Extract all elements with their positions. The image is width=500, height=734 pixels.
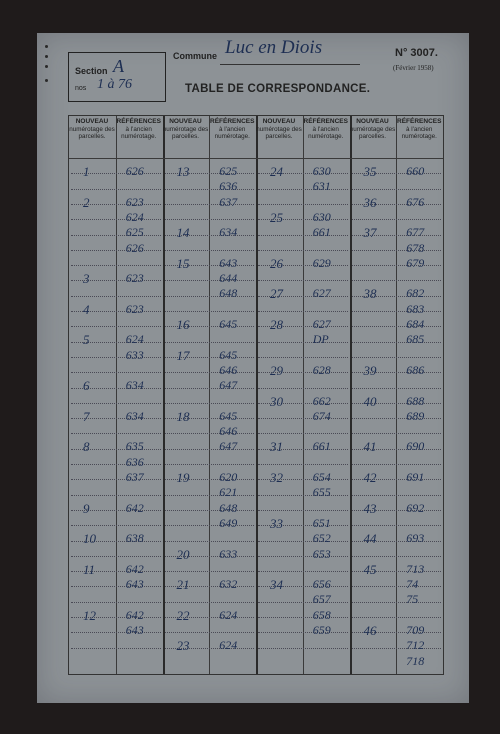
ruling-line — [71, 464, 161, 465]
ruling-line — [258, 632, 348, 633]
new-number: 18 — [176, 408, 190, 424]
ruling-line — [71, 265, 161, 266]
new-number: 9 — [83, 500, 90, 516]
section-label: Section — [75, 66, 108, 76]
ruling-line — [352, 189, 442, 190]
ruling-line — [165, 219, 255, 220]
header-references-title: RÉFÉRENCES — [116, 118, 161, 125]
commune-underline — [220, 64, 360, 65]
ruling-line — [258, 388, 348, 389]
ruling-line — [165, 602, 255, 603]
old-reference: 620 — [219, 470, 238, 484]
old-reference: 654 — [312, 470, 331, 484]
new-number: 45 — [363, 561, 377, 577]
section-box — [68, 52, 166, 102]
ruling-line — [352, 464, 442, 465]
old-reference: 689 — [406, 408, 425, 423]
header-references-sub: à l'ancien numérotage. — [401, 125, 437, 140]
old-reference: 623 — [125, 194, 144, 209]
ruling-line — [352, 250, 442, 251]
header-references — [396, 118, 442, 141]
ruling-line — [258, 571, 348, 572]
old-reference: 679 — [406, 255, 425, 270]
old-reference: 632 — [219, 577, 238, 592]
header-references-sub: à l'ancien numérotage. — [308, 125, 344, 140]
new-number: 12 — [83, 607, 96, 623]
old-reference: 636 — [125, 454, 144, 469]
old-reference: 634 — [219, 225, 238, 240]
ruling-line — [258, 235, 348, 236]
old-reference: 645 — [219, 347, 238, 362]
ruling-line — [71, 525, 161, 526]
old-reference: 682 — [406, 286, 425, 301]
new-number: 24 — [270, 164, 283, 179]
ruling-line — [258, 602, 348, 603]
column-divider — [163, 116, 165, 674]
new-number: 39 — [363, 362, 377, 378]
ruling-line — [258, 311, 348, 312]
old-reference: 630 — [312, 164, 331, 178]
header-nouveau-sub: numérotage des parcelles. — [349, 125, 396, 140]
new-number: 40 — [363, 393, 377, 409]
header-nouveau-title: NOUVEAU — [356, 118, 389, 125]
new-number: 26 — [270, 255, 283, 271]
commune-value: Luc en Diois — [225, 37, 323, 58]
old-reference: 648 — [219, 286, 238, 301]
ruling-line — [71, 602, 161, 603]
ruling-line — [165, 632, 255, 633]
header-references-sub: à l'ancien numérotage. — [214, 125, 250, 140]
old-reference: 642 — [125, 500, 144, 515]
ruling-line — [352, 342, 442, 343]
new-number: 44 — [363, 531, 377, 547]
old-reference: 692 — [406, 500, 425, 515]
ruling-line — [258, 648, 348, 649]
new-number: 41 — [363, 439, 377, 455]
ruling-line — [258, 357, 348, 358]
ruling-line — [352, 418, 442, 419]
document-number: N° 3007. — [395, 47, 438, 59]
old-reference: 652 — [312, 531, 331, 546]
old-reference: 657 — [312, 592, 331, 607]
ruling-line — [71, 235, 161, 236]
old-reference: 626 — [125, 164, 144, 178]
new-number: 8 — [83, 439, 90, 455]
ruling-line — [165, 204, 255, 205]
ruling-line — [352, 648, 442, 649]
old-reference: 634 — [125, 408, 144, 423]
header-nouveau — [69, 118, 115, 141]
old-reference: 713 — [406, 561, 425, 576]
ruling-line — [71, 586, 161, 587]
old-reference: 627 — [312, 286, 331, 301]
old-reference: 625 — [219, 164, 238, 178]
subcolumn-divider — [209, 116, 210, 674]
new-number: 37 — [363, 225, 377, 241]
old-reference: 647 — [219, 378, 238, 393]
ruling-line — [165, 311, 255, 312]
header-references-title: RÉFÉRENCES — [303, 118, 348, 125]
header-nouveau-sub: numérotage des parcelles. — [162, 125, 209, 140]
ruling-line — [352, 388, 442, 389]
ruling-line — [165, 403, 255, 404]
ruling-line — [352, 495, 442, 496]
new-number: 10 — [83, 531, 96, 547]
old-reference: 646 — [219, 424, 238, 439]
ruling-line — [71, 495, 161, 496]
section-value: A — [113, 56, 124, 76]
old-reference: 677 — [406, 225, 425, 240]
new-number: 11 — [83, 561, 96, 577]
ruling-line — [352, 586, 442, 587]
old-reference: 712 — [406, 638, 425, 653]
ruling-line — [71, 357, 161, 358]
ruling-line — [258, 342, 348, 343]
header-nouveau-title: NOUVEAU — [75, 118, 109, 125]
new-number: 27 — [270, 286, 283, 302]
old-reference: 655 — [312, 485, 331, 500]
ruling-line — [258, 617, 348, 618]
ruling-line — [258, 510, 348, 511]
punch-hole — [45, 45, 48, 48]
new-number: 23 — [176, 638, 190, 654]
old-reference: 648 — [219, 500, 238, 515]
ruling-line — [352, 280, 442, 281]
header-references-sub: à l'ancien numérotage. — [121, 125, 157, 140]
ruling-line — [352, 357, 442, 358]
ruling-line — [165, 388, 255, 389]
ruling-line — [165, 296, 255, 297]
new-number: 29 — [270, 362, 283, 378]
new-number: 3 — [83, 271, 90, 287]
new-number: 6 — [83, 378, 90, 394]
old-reference: 678 — [406, 240, 425, 255]
new-number: 19 — [176, 470, 190, 485]
header-nouveau-title: NOUVEAU — [262, 118, 296, 125]
ruling-line — [165, 525, 255, 526]
old-reference: 626 — [125, 240, 144, 255]
subcolumn-divider — [116, 116, 117, 674]
old-reference: 624 — [125, 209, 144, 224]
old-reference: 658 — [312, 607, 331, 622]
ruling-line — [165, 510, 255, 511]
ruling-line — [71, 403, 161, 404]
ruling-line — [352, 556, 442, 557]
column-divider — [256, 116, 258, 674]
old-reference: 631 — [312, 179, 331, 194]
old-reference: 638 — [125, 531, 144, 546]
old-reference: 645 — [219, 317, 238, 331]
old-reference: 660 — [406, 164, 425, 178]
document-sheet — [37, 33, 469, 703]
header-nouveau-sub: numérotage des parcelles. — [69, 125, 115, 140]
ruling-line — [352, 525, 442, 526]
ruling-line — [352, 219, 442, 220]
old-reference: 621 — [219, 485, 238, 500]
punch-hole — [45, 65, 48, 68]
ruling-line — [71, 632, 161, 633]
old-reference: 636 — [219, 179, 238, 194]
old-reference: 75 — [406, 592, 419, 607]
old-reference: 624 — [219, 607, 238, 622]
old-reference: 693 — [406, 531, 425, 546]
ruling-line — [71, 326, 161, 327]
new-number: 30 — [270, 393, 283, 409]
old-reference: 637 — [219, 194, 238, 209]
nos-value: 1 à 76 — [97, 77, 132, 92]
old-reference: 623 — [125, 271, 144, 286]
column-divider — [350, 116, 352, 674]
old-reference: 644 — [219, 271, 238, 286]
new-number: 34 — [270, 577, 283, 593]
page-title: TABLE DE CORRESPONDANCE. — [185, 83, 371, 95]
ruling-line — [352, 602, 442, 603]
old-reference: 683 — [406, 301, 425, 316]
header-references — [303, 118, 349, 141]
subcolumn-divider — [396, 116, 397, 674]
header-nouveau — [163, 118, 209, 141]
old-reference: 628 — [312, 362, 331, 377]
old-reference: 709 — [406, 623, 425, 637]
old-reference: 633 — [125, 347, 144, 362]
ruling-line — [165, 449, 255, 450]
ruling-line — [258, 495, 348, 496]
ruling-line — [258, 556, 348, 557]
old-reference: 635 — [125, 439, 144, 454]
ruling-line — [258, 418, 348, 419]
old-reference: 656 — [312, 577, 331, 592]
punch-hole — [45, 79, 48, 82]
old-reference: 685 — [406, 332, 425, 347]
ruling-line — [258, 464, 348, 465]
old-reference: 688 — [406, 393, 425, 408]
old-reference: 646 — [219, 362, 238, 377]
old-reference: 643 — [125, 577, 144, 592]
header-divider — [69, 158, 443, 159]
ruling-line — [71, 296, 161, 297]
old-reference: 691 — [406, 470, 425, 484]
old-reference: 718 — [406, 653, 425, 668]
punch-hole — [45, 55, 48, 58]
correspondence-table — [68, 115, 444, 675]
ruling-line — [71, 372, 161, 373]
header-nouveau — [256, 118, 302, 141]
old-reference: 651 — [312, 515, 331, 530]
new-number: 31 — [270, 439, 283, 455]
old-reference: 627 — [312, 317, 331, 331]
old-reference: 643 — [125, 623, 144, 637]
ruling-line — [258, 280, 348, 281]
old-reference: 623 — [125, 301, 144, 316]
header-references-title: RÉFÉRENCES — [210, 118, 255, 125]
old-reference: 624 — [219, 638, 238, 653]
new-number: 36 — [363, 194, 377, 210]
ruling-line — [165, 342, 255, 343]
new-number: 35 — [363, 164, 377, 179]
ruling-line — [71, 189, 161, 190]
new-number: 7 — [83, 408, 90, 424]
new-number: 21 — [176, 577, 190, 593]
new-number: 13 — [176, 164, 190, 179]
old-reference: 645 — [219, 408, 238, 423]
ruling-line — [165, 433, 255, 434]
new-number: 42 — [363, 470, 377, 485]
header-nouveau — [350, 118, 396, 141]
commune-label: Commune — [173, 51, 218, 61]
old-reference: 659 — [312, 623, 331, 637]
ruling-line — [71, 219, 161, 220]
old-reference: 686 — [406, 362, 425, 377]
old-reference: 643 — [219, 255, 238, 270]
ruling-line — [71, 250, 161, 251]
new-number: 46 — [363, 623, 377, 638]
nos-label: nos — [75, 85, 87, 92]
old-reference: 629 — [312, 255, 331, 270]
ruling-line — [165, 280, 255, 281]
old-reference: 661 — [312, 225, 331, 240]
ruling-line — [165, 372, 255, 373]
new-number: 33 — [270, 515, 283, 531]
header-nouveau-sub: numérotage des parcelles. — [256, 125, 302, 140]
ruling-line — [165, 495, 255, 496]
old-reference: 690 — [406, 439, 425, 454]
old-reference: 647 — [219, 439, 238, 454]
ruling-line — [165, 571, 255, 572]
new-number: 17 — [176, 347, 190, 363]
header-references — [116, 118, 162, 141]
new-number: 25 — [270, 209, 283, 225]
document-date: (Février 1958) — [393, 64, 434, 72]
new-number: 28 — [270, 317, 283, 332]
new-number: 32 — [270, 470, 283, 485]
subcolumn-divider — [303, 116, 304, 674]
ruling-line — [352, 433, 442, 434]
new-number: 1 — [83, 164, 90, 179]
ruling-line — [352, 617, 442, 618]
old-reference: 625 — [125, 225, 144, 240]
old-reference: 630 — [312, 209, 331, 224]
new-number: 20 — [176, 546, 190, 562]
header-references — [209, 118, 255, 141]
ruling-line — [165, 464, 255, 465]
new-number: 15 — [176, 255, 190, 271]
ruling-line — [258, 250, 348, 251]
ruling-line — [165, 189, 255, 190]
old-reference: 642 — [125, 607, 144, 622]
ruling-line — [165, 541, 255, 542]
ruling-line — [71, 433, 161, 434]
ruling-line — [352, 326, 442, 327]
header-nouveau-title: NOUVEAU — [169, 118, 202, 125]
ruling-line — [258, 189, 348, 190]
ruling-line — [258, 541, 348, 542]
ruling-line — [71, 479, 161, 480]
old-reference: 633 — [219, 546, 238, 561]
old-reference: 661 — [312, 439, 331, 454]
new-number: 2 — [83, 194, 90, 210]
ruling-line — [352, 311, 442, 312]
new-number: 22 — [176, 607, 190, 623]
old-reference: 653 — [312, 546, 331, 561]
new-number: 38 — [363, 286, 377, 302]
new-number: 4 — [83, 301, 90, 317]
old-reference: 674 — [312, 408, 331, 423]
old-reference: 662 — [312, 393, 331, 408]
old-reference: 649 — [219, 515, 238, 530]
ruling-line — [71, 648, 161, 649]
ruling-line — [165, 250, 255, 251]
new-number: 14 — [176, 225, 190, 241]
old-reference: 676 — [406, 194, 425, 209]
header-references-title: RÉFÉRENCES — [397, 118, 442, 125]
old-reference: 74 — [406, 577, 419, 592]
new-number: 5 — [83, 332, 90, 348]
old-reference: DP — [312, 332, 329, 347]
old-reference: 624 — [125, 332, 144, 347]
new-number: 16 — [176, 317, 190, 332]
ruling-line — [352, 265, 442, 266]
old-reference: 684 — [406, 317, 425, 331]
old-reference: 642 — [125, 561, 144, 576]
old-reference: 634 — [125, 378, 144, 393]
old-reference: 637 — [125, 470, 144, 484]
ruling-line — [258, 433, 348, 434]
ruling-line — [71, 556, 161, 557]
ruling-line — [258, 204, 348, 205]
new-number: 43 — [363, 500, 377, 516]
